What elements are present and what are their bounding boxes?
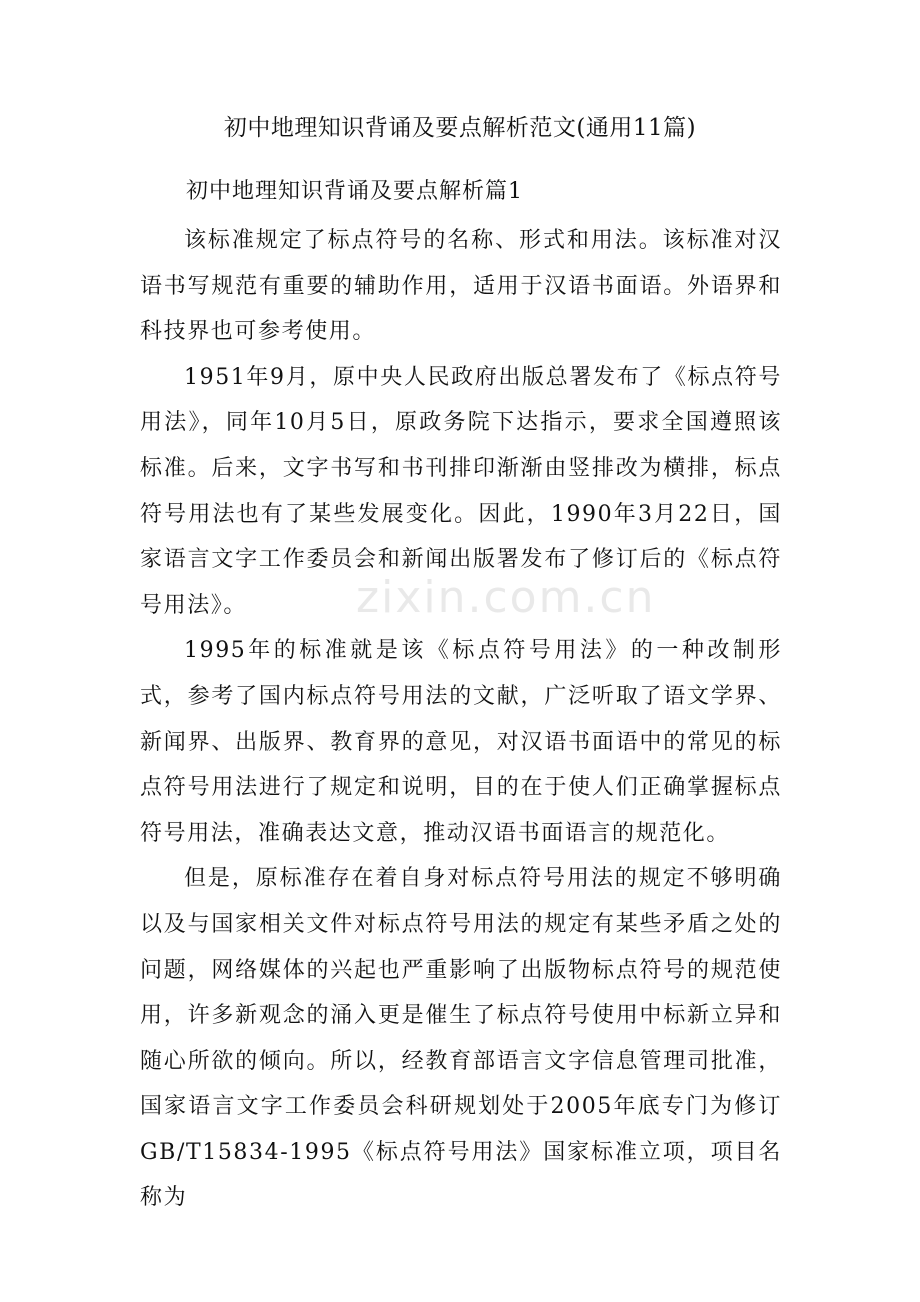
paragraph-1: 该标准规定了标点符号的名称、形式和用法。该标准对汉语书写规范有重要的辅助作用，适用于汉语书面语。外语界和科技界也可参考使用。 (140, 228, 782, 345)
document-body (140, 218, 782, 1221)
watermark: zixin.com.cn (356, 572, 656, 623)
paragraph-2: 1951年9月，原中央人民政府出版总署发布了《标点符号用法》，同年10月5日，原政务院下达指示，要求全国遵照该标准。后来，文字书写和书刊排印渐渐由竖排改为横排，标点符号用法也有了某些发展变化。因此，1990年3月22日，国家语言文字工作委员会和新闻出版署发布了修订后的《标点符号用法》。 (140, 364, 782, 618)
document-title: 初中地理知识背诵及要点解析范文(通用11篇) (223, 115, 697, 141)
paragraph-3: 1995年的标准就是该《标点符号用法》的一种改制形式，参考了国内标点符号用法的文献，广泛听取了语文学界、新闻界、出版界、教育界的意见，对汉语书面语中的常见的标点符号用法进行了规定和说明，目的在于使人们正确掌握标点符号用法，准确表达文意，推动汉语书面语言的规范化。 (140, 638, 782, 846)
section-heading: 初中地理知识背诵及要点解析篇1 (186, 179, 523, 204)
paragraph-4: 但是，原标准存在着自身对标点符号用法的规定不够明确以及与国家相关文件对标点符号用法的规定有某些矛盾之处的问题，网络媒体的兴起也严重影响了出版物标点符号的规范使用，许多新观念的涌入更是催生了标点符号使用中标新立异和随心所欲的倾向。所以，经教育部语言文字信息管理司批准，国家语言文字工作委员会科研规划处于2005年底专门为修订GB/T15834-1995《标点符号用法》国家标准立项，项目名称为 (140, 866, 782, 1211)
